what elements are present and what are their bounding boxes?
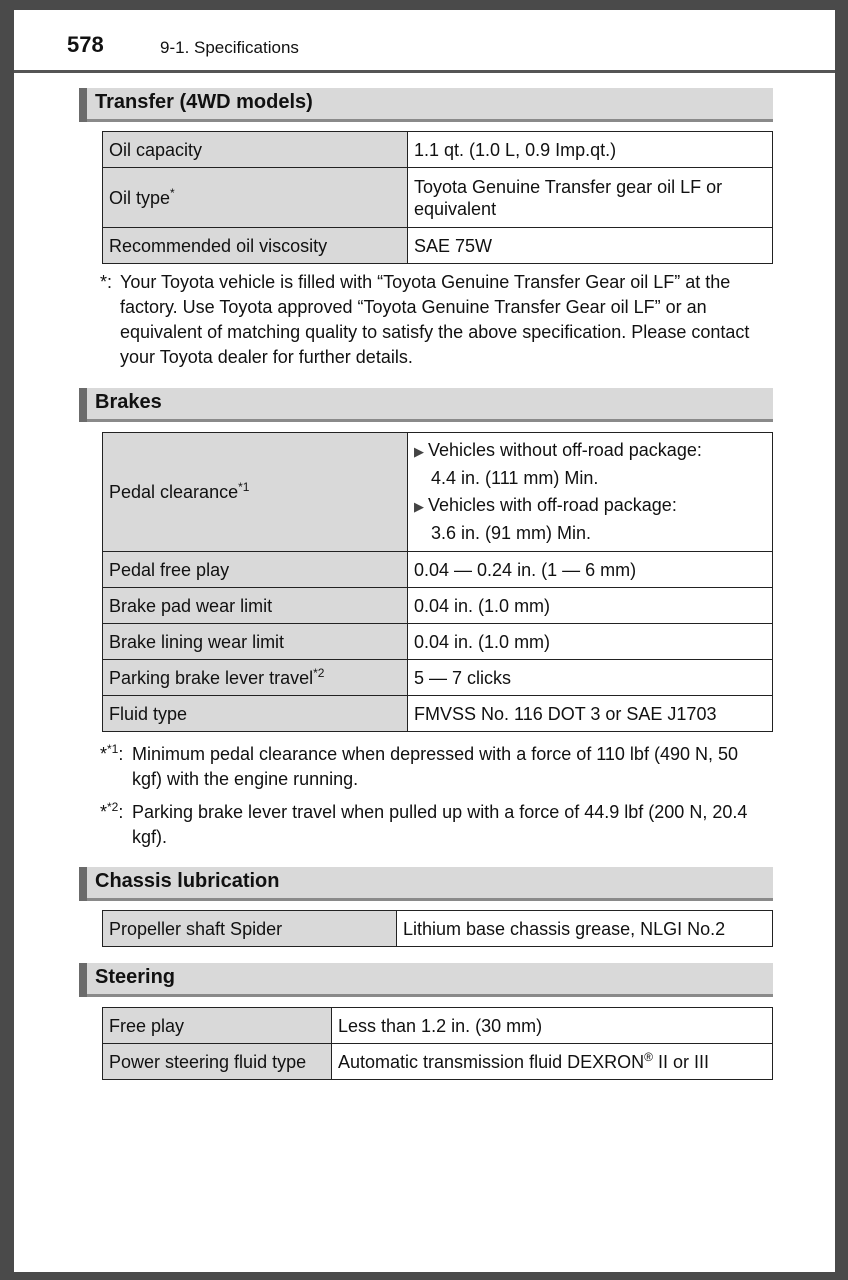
footnote-text: Your Toyota vehicle is filled with “Toyota Genuine Transfer Gear oil LF” at the factory. Use Toyota approved “Toyota Genuine Transfer Gear oil LF” or an equivalent of matching quality to satisfy the above specification. Please contact your Toyota dealer for further details.	[120, 272, 750, 367]
section-chassis-header	[79, 867, 773, 901]
row-value: Automatic transmission fluid DEXRON® II or III	[332, 1044, 773, 1080]
row-value	[408, 433, 773, 552]
section-title: Steering	[95, 966, 176, 988]
row-value: 0.04 in. (1.0 mm)	[408, 624, 773, 660]
row-value: Less than 1.2 in. (30 mm)	[332, 1008, 773, 1044]
row-value: Lithium base chassis grease, NLGI No.2	[397, 911, 773, 947]
row-value: Toyota Genuine Transfer gear oil LF or equivalent	[408, 168, 773, 228]
footnote-ref: *	[170, 185, 175, 200]
table-row	[103, 696, 773, 732]
chassis-table	[102, 910, 773, 947]
row-label: Brake lining wear limit	[103, 624, 408, 660]
table-row	[103, 1044, 773, 1080]
section-steering-header	[79, 963, 773, 997]
row-label: Pedal free play	[103, 552, 408, 588]
section-title: Brakes	[95, 391, 162, 413]
registered-mark: ®	[644, 1049, 653, 1064]
transfer-footnote	[100, 270, 772, 370]
row-value: 0.04 in. (1.0 mm)	[408, 588, 773, 624]
row-label: Propeller shaft Spider	[103, 911, 397, 947]
transfer-table	[102, 131, 773, 264]
table-row	[103, 911, 773, 947]
row-value: 5 — 7 clicks	[408, 660, 773, 696]
chapter-title: 9-1. Specifications	[160, 38, 299, 57]
row-label: Parking brake lever travel$^{*2}$	[103, 660, 408, 696]
brakes-table	[102, 432, 773, 732]
list-item-value: 4.4 in. (111 mm) Min.	[431, 468, 599, 488]
row-label: Fluid type	[103, 696, 408, 732]
footnote-text: Parking brake lever travel when pulled up with a force of 44.9 lbf (200 N, 20.4 kgf).	[132, 802, 748, 847]
footnote-ref: *2	[313, 665, 325, 680]
footnote-mark: *$^{*1}$:	[100, 742, 124, 764]
list-item: ▶ Vehicles without off-road package:	[414, 440, 702, 460]
triangle-bullet-icon: ▶	[414, 499, 424, 514]
row-label: Power steering fluid type	[103, 1044, 332, 1080]
table-row	[103, 228, 773, 264]
row-value: 1.1 qt. (1.0 L, 0.9 Imp.qt.)	[408, 132, 773, 168]
section-transfer-header	[79, 88, 773, 122]
table-row	[103, 624, 773, 660]
page-header	[14, 10, 835, 73]
row-label: Free play	[103, 1008, 332, 1044]
brakes-footnote-2	[100, 800, 772, 850]
row-label: Recommended oil viscosity	[103, 228, 408, 264]
row-label: Brake pad wear limit	[103, 588, 408, 624]
brakes-footnote-1	[100, 742, 772, 792]
page-number: 578	[67, 32, 104, 57]
footnote-text: Minimum pedal clearance when depressed with a force of 110 lbf (490 N, 50 kgf) with the engine running.	[132, 744, 738, 789]
section-title: Transfer (4WD models)	[95, 91, 313, 113]
footnote-mark: *$^{*2}$:	[100, 800, 124, 822]
list-item: ▶ Vehicles with off-road package:	[414, 495, 677, 515]
table-row	[103, 433, 773, 552]
footnote-mark: *:	[100, 272, 113, 292]
table-row	[103, 132, 773, 168]
footnote-ref: *1	[238, 480, 250, 494]
manual-page	[14, 10, 835, 1272]
table-row	[103, 168, 773, 228]
row-value: FMVSS No. 116 DOT 3 or SAE J1703	[408, 696, 773, 732]
table-row	[103, 588, 773, 624]
row-value: SAE 75W	[408, 228, 773, 264]
row-label: Pedal clearance$^{*1}$	[103, 433, 408, 552]
table-row	[103, 1008, 773, 1044]
row-value: 0.04 — 0.24 in. (1 — 6 mm)	[408, 552, 773, 588]
row-label: Oil capacity	[103, 132, 408, 168]
section-brakes-header	[79, 388, 773, 422]
table-row	[103, 552, 773, 588]
list-item-value: 3.6 in. (91 mm) Min.	[431, 523, 592, 543]
section-title: Chassis lubrication	[95, 870, 280, 892]
table-row	[103, 660, 773, 696]
row-label: Oil type*	[103, 168, 408, 228]
triangle-bullet-icon: ▶	[414, 444, 424, 459]
steering-table	[102, 1007, 773, 1080]
